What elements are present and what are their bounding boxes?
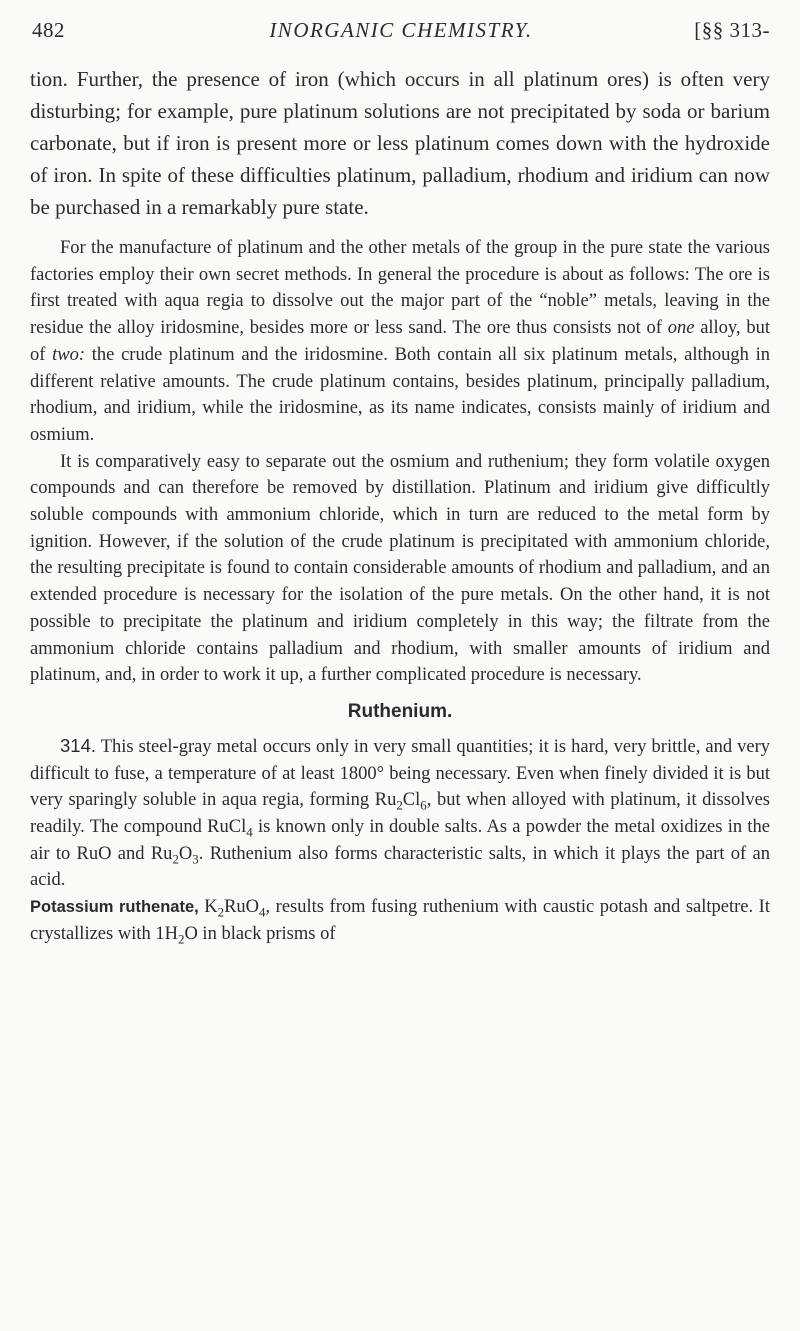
running-title: INORGANIC CHEMISTRY.: [269, 18, 533, 42]
text-run: alloy, but of: [30, 318, 770, 365]
text-run: This steel-gray metal occurs only in very small quantities; it is hard, very brittle, and very difficult to fuse, a temperature of at least 1800° being necessary. Even when finely divided it is but very sparingly soluble in aqua regia, forming Ru: [30, 736, 770, 811]
text-run: , but when alloyed with platinum, it dissolves readily. The compound RuCl: [30, 790, 770, 838]
paragraph-continuation: tion. Further, the presence of iron (which occurs in all platinum ores) is often very disturbing; for example, pure platinum solutions are not precipitated by soda or barium carbonate, but if iron is present more or less platinum comes down with the hydroxide of iron. In spite of these difficulties platinum, palladium, rhodium and iridium can now be purchased in a remarkably pure state.: [30, 67, 770, 219]
section-heading: Ruthenium.: [347, 700, 453, 722]
text-run: For the manufacture of platinum and the other metals of the group in the pure state the various factories employ their own secret methods. In general the procedure is about as follows: The ore is first treated with aqua regia to dissolve out the major part of the “noble” metals, leaving in the residue the alloy iridosmine, besides more or less sand. The ore thus consists not of: [30, 238, 770, 339]
paragraph-ruthenium: [30, 733, 770, 894]
italic-emphasis: two:: [52, 344, 86, 365]
subscript: 6: [420, 798, 427, 814]
subscript: 4: [259, 904, 266, 920]
text-run: . Ruthenium also forms characteristic salts, in which it plays the part of an acid.: [30, 843, 770, 891]
section-reference: [§§ 313-: [694, 18, 770, 42]
paragraph-potassium-ruthenate: [30, 894, 770, 947]
subscript: 2: [177, 931, 185, 947]
page-body: [30, 63, 770, 948]
text-run: , results from fusing ruthenium with caustic potash and saltpetre. It crystallizes with 1H: [30, 897, 770, 944]
page-number: 482: [32, 18, 65, 42]
subscript: 2: [172, 851, 179, 867]
paragraph-number: 314.: [60, 734, 97, 756]
text-run: O in black prisms of: [184, 923, 336, 944]
italic-emphasis: one: [667, 318, 695, 339]
text-run: is known only in double salts. As a powder the metal oxidizes in the air to RuO and Ru: [30, 817, 770, 864]
text-run: K: [198, 897, 218, 918]
text-run: the crude platinum and the iridosmine. Both contain all six platinum metals, although in different relative amounts. The crude platinum contains, besides platinum, principally palladium, rhodium, and iridium, while the iridosmine, as its name indicates, consists mainly of iridium and osmium.: [30, 344, 770, 445]
subscript: 2: [217, 904, 225, 920]
subscript: 3: [192, 851, 199, 867]
subscript: 2: [396, 798, 403, 814]
running-header: [32, 18, 770, 48]
subscript: 4: [246, 824, 253, 840]
text-run: Cl: [402, 790, 421, 811]
text-run: RuO: [224, 897, 260, 918]
paragraph-manufacture: [30, 235, 770, 449]
paragraph-separation: It is comparatively easy to separate out the osmium and ruthenium; they form volatile oxygen compounds and can therefore be removed by distillation. Platinum and iridium give difficultly soluble compounds with ammonium chloride, which in turn are reduced to the metal form by ignition. However, if the solution of the crude platinum is precipitated with ammonium chloride, the resulting precipitate is found to contain considerable amounts of rhodium and palladium, and an extended procedure is necessary for the isolation of the pure metals. On the other hand, it is not possible to precipitate the platinum and iridium completely in this way; the filtrate from the ammonium chloride contains palladium and rhodium, with smaller amounts of iridium and platinum, and, in order to work it up, a further complicated procedure is necessary.: [30, 451, 770, 686]
text-run: O: [178, 843, 193, 864]
run-in-heading: Potassium ruthenate,: [30, 898, 199, 917]
